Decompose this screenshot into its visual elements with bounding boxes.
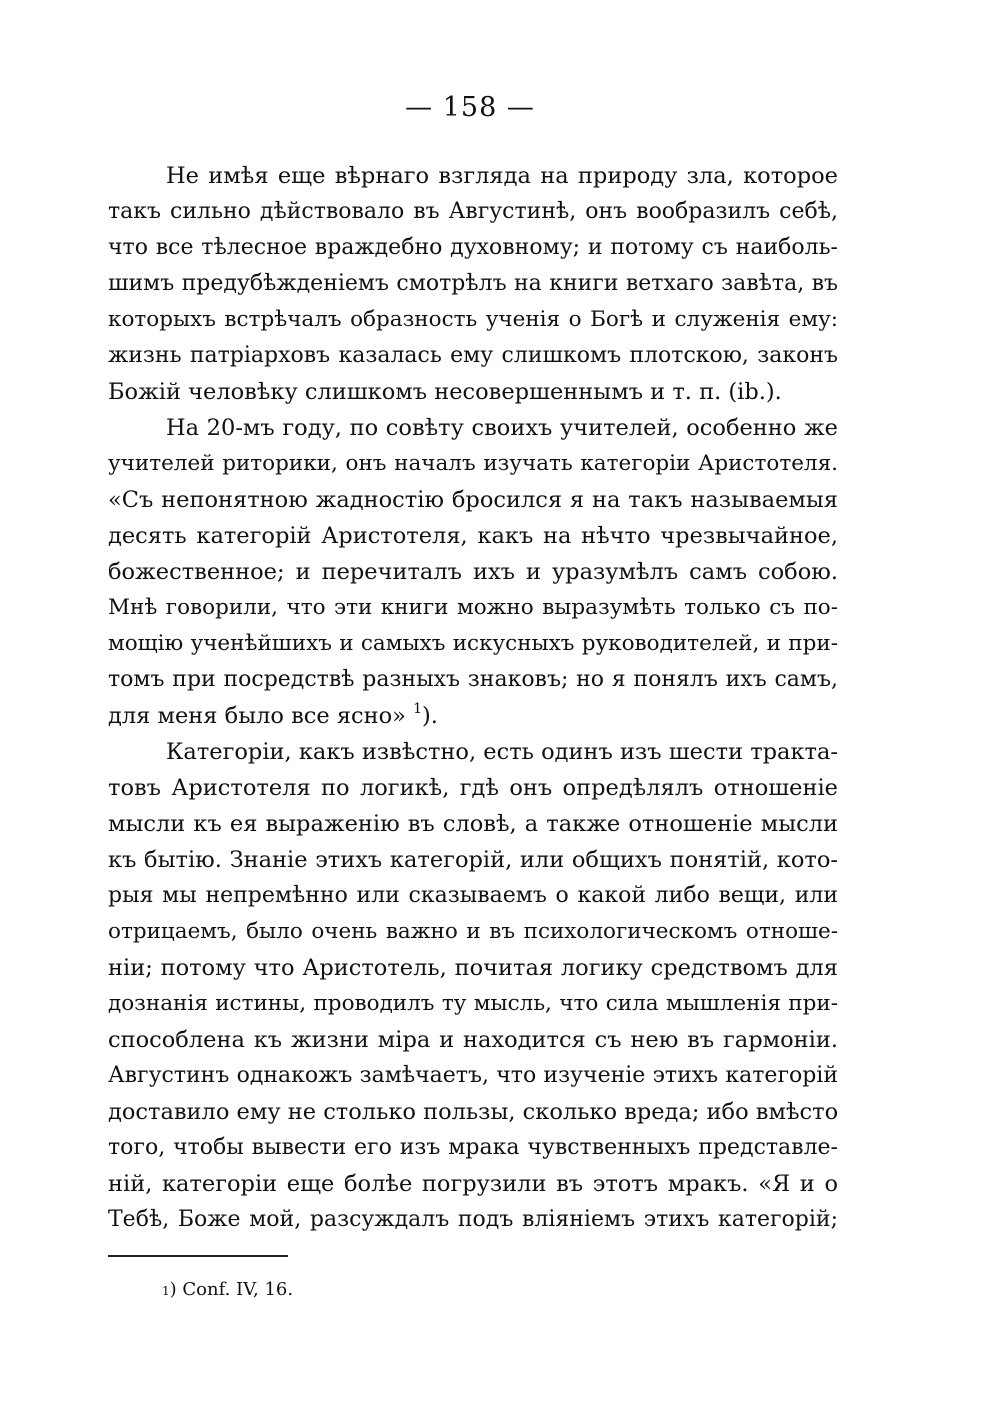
text-line: дознанія истины, проводилъ ту мысль, что сила мышленія при-	[108, 991, 838, 1016]
text-line: ніи; потому что Аристотель, почитая логику средствомъ для	[108, 955, 838, 981]
text-line: На 20-мъ году, по совѣту своихъ учителей, особенно же	[166, 415, 838, 441]
text-line: Мнѣ говорили, что эти книги можно выразумѣть только съ по-	[108, 595, 838, 620]
text-line: Категоріи, какъ извѣстно, есть одинъ изъ шести тракта-	[166, 739, 838, 765]
page-number: — 158 —	[405, 92, 535, 123]
text-line: мощію ученѣйшихъ и самыхъ искусныхъ руководителей, и при-	[108, 631, 838, 656]
footnote	[162, 1277, 293, 1303]
body-text	[108, 158, 838, 1238]
text-line: что все тѣлесное враждебно духовному; и потому съ наиболь-	[108, 235, 838, 260]
text-line: такъ сильно дѣйствовало въ Августинѣ, онъ вообразилъ себѣ,	[108, 199, 838, 224]
text-line: томъ при посредствѣ разныхъ знаковъ; но я понялъ ихъ самъ,	[108, 667, 838, 692]
text-line: рыя мы непремѣнно или сказываемъ о какой либо вещи, или	[108, 883, 838, 908]
footnote-mark: 1	[162, 1284, 170, 1298]
footnote-divider	[108, 1255, 288, 1257]
text-line: доставило ему не столько пользы, сколько вреда; ибо вмѣсто	[108, 1099, 839, 1125]
text-line: Не имѣя еще вѣрнаго взгляда на природу зла, которое	[166, 163, 838, 189]
text-line: того, чтобы вывести его изъ мрака чувственныхъ представле-	[108, 1135, 838, 1160]
footnote-reference[interactable]: 1	[413, 701, 423, 717]
text-line: шимъ предубѣжденіемъ смотрѣлъ на книги ветхаго завѣта, въ	[108, 271, 838, 296]
text-line: къ бытію. Знаніе этихъ категорій, или общихъ понятій, кото-	[108, 847, 838, 873]
text-line: десять категорій Аристотеля, какъ на нѣчто чрезвычайное,	[108, 523, 838, 549]
text-line: которыхъ встрѣчалъ образность ученія о Богѣ и служенія ему:	[108, 307, 838, 332]
text-line-with-footnote	[108, 698, 838, 734]
text-line: товъ Аристотеля по логикѣ, гдѣ онъ опредѣлялъ отношеніе	[108, 775, 838, 801]
footnote-text: ) Conf. IV, 16.	[169, 1279, 294, 1300]
text-line: божественное; и перечиталъ ихъ и уразумѣлъ самъ собою.	[108, 559, 838, 585]
text-line: Тебѣ, Боже мой, разсуждалъ подъ вліяніемъ этихъ категорій;	[108, 1207, 838, 1232]
text-line: Августинъ однакожъ замѣчаетъ, что изученіе этихъ категорій	[108, 1063, 838, 1088]
text-line-segment: для меня было все ясно»	[108, 703, 406, 729]
text-line: способлена къ жизни міра и находится съ нею въ гармоніи.	[108, 1027, 838, 1053]
text-line: Божій человѣку слишкомъ несовершеннымъ и т. п. (ib.).	[108, 379, 782, 405]
text-line: жизнь патріарховъ казалась ему слишкомъ плотскою, законъ	[108, 343, 838, 368]
text-line: учителей риторики, онъ началъ изучать категоріи Аристотеля.	[108, 451, 838, 476]
text-line: ній, категоріи еще болѣе погрузили въ этотъ мракъ. «Я и о	[108, 1171, 838, 1197]
text-line: отрицаемъ, было очень важно и въ психологическомъ отноше-	[108, 919, 838, 944]
text-line: «Съ непонятною жадностію бросился я на такъ называемыя	[108, 487, 838, 513]
text-line-segment: ).	[422, 703, 438, 729]
text-line: мысли къ ея выраженію въ словѣ, а также отношеніе мысли	[108, 811, 838, 837]
